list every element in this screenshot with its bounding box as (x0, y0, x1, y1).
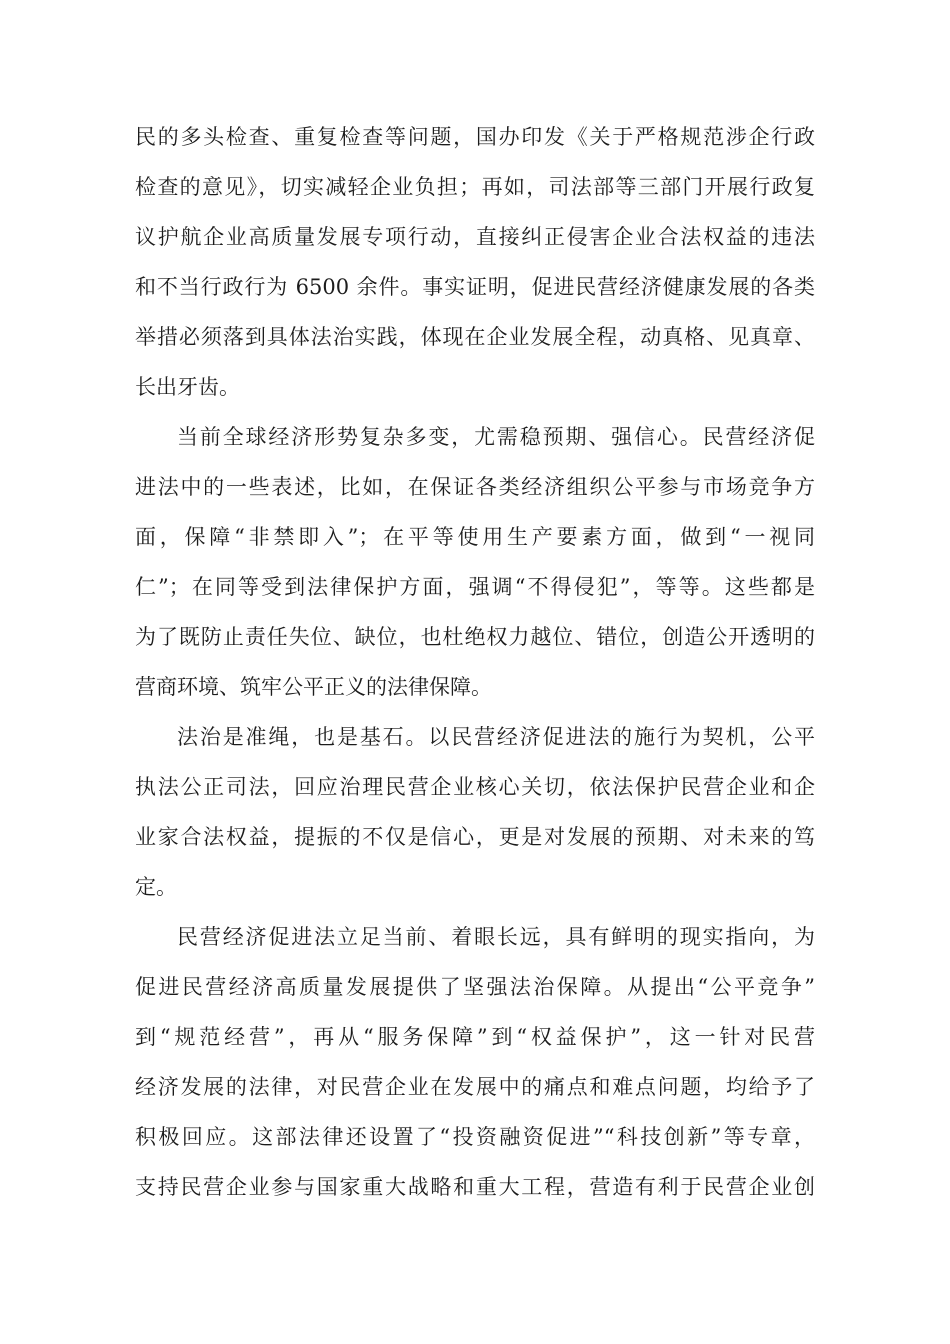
text-line: 当前全球经济形势复杂多变，尤需稳预期、强信心。民营经济促 (177, 425, 815, 449)
paragraph-rule-of-law (135, 712, 815, 912)
text-line: 民的多头检查、重复检查等问题，国办印发《关于严格规范涉企行政 (135, 125, 815, 149)
text-line: 举措必须落到具体法治实践，体现在企业发展全程，动真格、见真章、 (135, 325, 815, 349)
text-line: 民营经济促进法立足当前、着眼长远，具有鲜明的现实指向，为 (177, 925, 815, 949)
text-line: 面，保障“非禁即入”；在平等使用生产要素方面，做到“一视同 (135, 525, 815, 549)
text-line: 进法中的一些表述，比如，在保证各类经济组织公平参与市场竞争方 (135, 475, 815, 499)
text-line: 法治是准绳，也是基石。以民营经济促进法的施行为契机，公平 (177, 725, 815, 749)
text-line: 执法公正司法，回应治理民营企业核心关切，依法保护民营企业和企 (135, 775, 815, 799)
text-line: 长出牙齿。 (135, 375, 240, 399)
paragraph-current-situation (135, 412, 815, 712)
text-line: 定。 (135, 875, 177, 899)
text-line: 为了既防止责任失位、缺位，也杜绝权力越位、错位，创造公开透明的 (135, 625, 815, 649)
text-line: 促进民营经济高质量发展提供了坚强法治保障。从提出“公平竞争” (135, 975, 815, 999)
text-line: 和不当行政行为 6500 余件。事实证明，促进民营经济健康发展的各类 (135, 275, 815, 299)
text-line: 支持民营企业参与国家重大战略和重大工程，营造有利于民营企业创 (135, 1175, 815, 1199)
paragraph-law-orientation (135, 912, 815, 1212)
text-line: 营商环境、筑牢公平正义的法律保障。 (135, 675, 492, 699)
text-line: 议护航企业高质量发展专项行动，直接纠正侵害企业合法权益的违法 (135, 225, 815, 249)
text-line: 业家合法权益，提振的不仅是信心，更是对发展的预期、对未来的笃 (135, 825, 815, 849)
text-line: 积极回应。这部法律还设置了“投资融资促进”“科技创新”等专章， (135, 1125, 815, 1149)
text-line: 检查的意见》，切实减轻企业负担；再如，司法部等三部门开展行政复 (135, 175, 815, 199)
paragraph-continuation (135, 112, 815, 412)
text-line: 到“规范经营”，再从“服务保障”到“权益保护”，这一针对民营 (135, 1025, 815, 1049)
text-line: 经济发展的法律，对民营企业在发展中的痛点和难点问题，均给予了 (135, 1075, 815, 1099)
document-text-block (135, 112, 815, 1212)
text-line: 仁”；在同等受到法律保护方面，强调“不得侵犯”，等等。这些都是 (135, 575, 815, 599)
